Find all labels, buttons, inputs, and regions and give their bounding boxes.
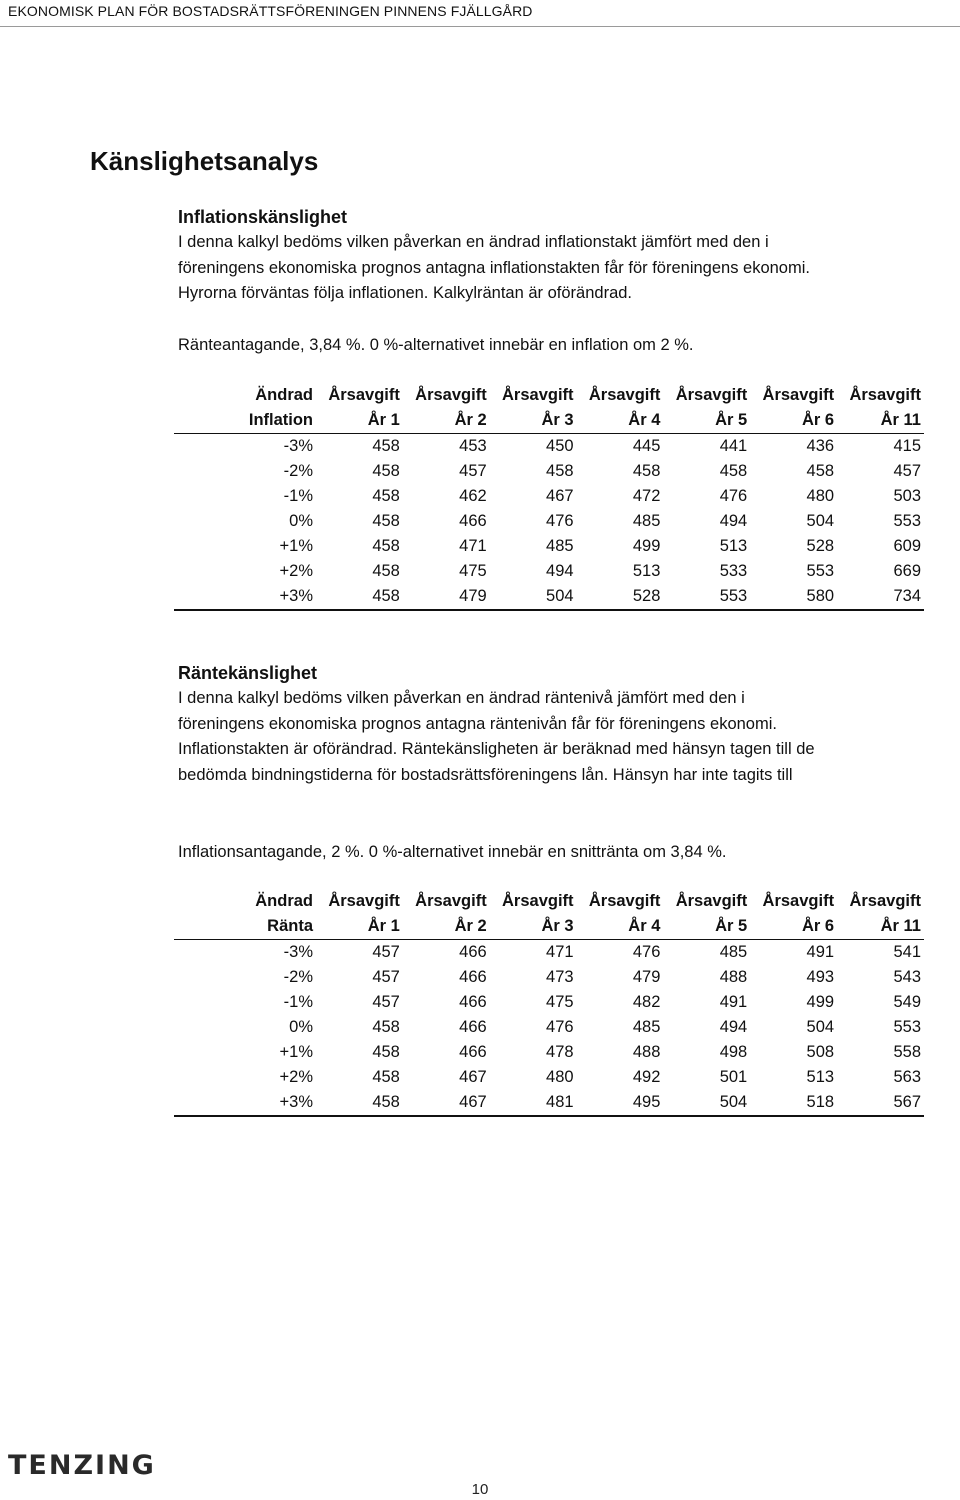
value-cell: 466 (459, 1018, 487, 1036)
value-cell: 471 (459, 537, 487, 555)
value-cell: 466 (459, 968, 487, 986)
inflation-assumption: Ränteantagande, 3,84 %. 0 %-alternativet innebär en inflation om 2 %. (178, 336, 694, 354)
column-header: Årsavgift (328, 892, 400, 910)
column-header: Årsavgift (588, 386, 661, 404)
value-cell: 467 (459, 1068, 487, 1086)
value-cell: 485 (632, 512, 661, 530)
inflation-paragraph-line: föreningens ekonomiska prognos antagna inflationstakten får för föreningens ekonomi. (178, 258, 810, 277)
value-cell: 466 (459, 1043, 487, 1061)
table-row (174, 1040, 924, 1065)
column-subheader: År 11 (837, 914, 924, 940)
interest-sensitivity-table (174, 889, 924, 1117)
row-label-cell: 0% (289, 1018, 314, 1036)
column-header: Årsavgift (849, 892, 921, 910)
value-cell: 528 (577, 584, 664, 610)
row-label-cell: -2% (283, 462, 314, 480)
value-cell: 458 (372, 562, 400, 580)
interest-paragraph-line: föreningens ekonomiska prognos antagna räntenivån får för föreningens ekonomi. (178, 714, 777, 733)
value-cell: 476 (546, 1018, 574, 1036)
value-cell: 485 (546, 537, 574, 555)
value-cell: 458 (719, 462, 748, 480)
value-cell: 476 (719, 487, 748, 505)
value-cell: 466 (459, 943, 487, 961)
column-subheader: År 4 (577, 914, 664, 940)
table-header-row (174, 408, 924, 434)
value-cell: 491 (719, 993, 748, 1011)
value-cell: 458 (632, 462, 661, 480)
value-cell: 457 (372, 943, 400, 961)
value-cell: 518 (750, 1090, 837, 1116)
interest-section (178, 661, 928, 788)
value-cell: 450 (546, 437, 574, 455)
value-cell: 553 (893, 1018, 921, 1036)
table-row (174, 509, 924, 534)
value-cell: 563 (893, 1068, 921, 1086)
value-cell: 476 (546, 512, 574, 530)
value-cell: 480 (546, 1068, 574, 1086)
interest-paragraph-line: Inflationstakten är oförändrad. Räntekänsligheten är beräknad med hänsyn tagen till de (178, 740, 815, 758)
value-cell: 441 (719, 437, 748, 455)
value-cell: 475 (546, 993, 574, 1011)
interest-assumption-block (178, 840, 928, 865)
value-cell: 488 (632, 1043, 661, 1061)
column-header: Årsavgift (502, 386, 574, 404)
page-title: Känslighetsanalys (90, 146, 319, 176)
row-label-cell: +2% (279, 1068, 314, 1086)
value-cell: 472 (632, 487, 661, 505)
table-row (174, 1065, 924, 1090)
column-subheader: År 3 (490, 914, 577, 940)
table-row (174, 1090, 924, 1116)
value-cell: 458 (316, 584, 403, 610)
value-cell: 528 (806, 537, 835, 555)
value-cell: 457 (893, 462, 921, 480)
value-cell: 498 (719, 1043, 748, 1061)
value-cell: 549 (893, 993, 921, 1011)
row-label-cell: +3% (174, 584, 316, 610)
value-cell: 504 (663, 1090, 750, 1116)
column-subheader: År 6 (750, 914, 837, 940)
column-subheader: År 1 (316, 914, 403, 940)
value-cell: 541 (893, 943, 921, 961)
column-header: Årsavgift (328, 386, 400, 404)
value-cell: 458 (316, 1090, 403, 1116)
value-cell: 480 (806, 487, 835, 505)
value-cell: 479 (632, 968, 661, 986)
value-cell: 445 (632, 437, 661, 455)
row-label-cell: +2% (279, 562, 314, 580)
interest-paragraph-line: bedömda bindningstiderna för bostadsrättsföreningens lån. Hänsyn har inte tagits till (178, 765, 793, 784)
value-cell: 504 (806, 1018, 835, 1036)
table-row (174, 990, 924, 1015)
value-cell: 492 (632, 1068, 661, 1086)
value-cell: 553 (663, 584, 750, 610)
value-cell: 436 (806, 437, 835, 455)
column-subheader: År 3 (490, 408, 577, 434)
value-cell: 503 (893, 487, 921, 505)
value-cell: 457 (372, 968, 400, 986)
value-cell: 458 (372, 462, 400, 480)
value-cell: 458 (372, 1018, 400, 1036)
tenzing-logo: TENZING (8, 1450, 156, 1481)
value-cell: 458 (546, 462, 574, 480)
value-cell: 543 (893, 968, 921, 986)
value-cell: 457 (459, 462, 487, 480)
interest-assumption: Inflationsantagande, 2 %. 0 %-alternativet innebär en snittränta om 3,84 %. (178, 843, 727, 861)
column-subheader: Ränta (174, 914, 316, 940)
row-label-cell: +1% (279, 1043, 314, 1061)
value-cell: 415 (893, 437, 921, 455)
value-cell: 467 (546, 487, 574, 505)
table-header-row (174, 383, 924, 408)
row-label-cell: -3% (283, 943, 314, 961)
value-cell: 481 (490, 1090, 577, 1116)
value-cell: 476 (632, 943, 661, 961)
value-cell: 513 (632, 562, 661, 580)
column-subheader: År 4 (577, 408, 664, 434)
table-row (174, 459, 924, 484)
column-header: Årsavgift (762, 386, 835, 404)
value-cell: 495 (577, 1090, 664, 1116)
value-cell: 567 (837, 1090, 924, 1116)
interest-paragraph-line: I denna kalkyl bedöms vilken påverkan en ändrad räntenivå jämfört med den i (178, 689, 745, 707)
value-cell: 475 (459, 562, 487, 580)
value-cell: 513 (806, 1068, 835, 1086)
row-label-cell: -1% (283, 487, 314, 505)
column-header: Årsavgift (588, 892, 661, 910)
value-cell: 609 (893, 537, 921, 555)
column-subheader: År 2 (403, 914, 490, 940)
column-header: Ändrad (255, 892, 314, 910)
row-label-cell: -2% (283, 968, 314, 986)
value-cell: 471 (546, 943, 574, 961)
header-rule (0, 26, 960, 27)
value-cell: 478 (546, 1043, 574, 1061)
table-row (174, 534, 924, 559)
table-header-row (174, 914, 924, 940)
value-cell: 466 (459, 993, 487, 1011)
value-cell: 458 (372, 1043, 400, 1061)
column-header: Årsavgift (675, 892, 748, 910)
value-cell: 533 (719, 562, 748, 580)
value-cell: 462 (459, 487, 487, 505)
value-cell: 467 (403, 1090, 490, 1116)
value-cell: 457 (372, 993, 400, 1011)
value-cell: 513 (719, 537, 748, 555)
inflation-heading: Inflationskänslighet (178, 207, 348, 227)
column-header: Årsavgift (849, 386, 921, 404)
value-cell: 553 (893, 512, 921, 530)
value-cell: 458 (372, 537, 400, 555)
inflation-assumption-block (178, 333, 928, 358)
column-header: Årsavgift (762, 892, 835, 910)
value-cell: 458 (806, 462, 835, 480)
table-row (174, 434, 924, 460)
running-header: EKONOMISK PLAN FÖR BOSTADSRÄTTSFÖRENINGEN PINNENS FJÄLLGÅRD (8, 3, 533, 19)
value-cell: 501 (719, 1068, 748, 1086)
table-row (174, 584, 924, 610)
row-label-cell: +1% (279, 537, 314, 555)
value-cell: 485 (719, 943, 748, 961)
value-cell: 499 (632, 537, 661, 555)
value-cell: 491 (806, 943, 835, 961)
value-cell: 458 (372, 512, 400, 530)
column-header: Årsavgift (675, 386, 748, 404)
value-cell: 499 (806, 993, 835, 1011)
table-row (174, 484, 924, 509)
value-cell: 485 (632, 1018, 661, 1036)
table-row (174, 965, 924, 990)
page-number: 10 (471, 1481, 489, 1498)
row-label-cell: -1% (283, 993, 314, 1011)
value-cell: 458 (372, 487, 400, 505)
value-cell: 466 (459, 512, 487, 530)
value-cell: 482 (632, 993, 661, 1011)
inflation-paragraph-line: I denna kalkyl bedöms vilken påverkan en ändrad inflationstakt jämfört med den i (178, 233, 769, 251)
value-cell: 734 (837, 584, 924, 610)
value-cell: 473 (546, 968, 574, 986)
value-cell: 504 (806, 512, 835, 530)
column-subheader: År 5 (663, 408, 750, 434)
value-cell: 494 (719, 1018, 748, 1036)
table-header-row (174, 889, 924, 914)
inflation-section (178, 205, 928, 307)
column-subheader: År 5 (663, 914, 750, 940)
table-row (174, 940, 924, 966)
column-subheader: År 2 (403, 408, 490, 434)
value-cell: 494 (719, 512, 748, 530)
row-label-cell: 0% (289, 512, 314, 530)
column-header: Årsavgift (415, 892, 487, 910)
inflation-sensitivity-table (174, 383, 924, 611)
value-cell: 504 (490, 584, 577, 610)
inflation-paragraph-line: Hyrorna förväntas följa inflationen. Kalkylräntan är oförändrad. (178, 284, 632, 302)
column-header: Årsavgift (415, 386, 487, 404)
interest-paragraph (178, 686, 928, 788)
value-cell: 553 (806, 562, 835, 580)
value-cell: 488 (719, 968, 748, 986)
value-cell: 508 (806, 1043, 835, 1061)
row-label-cell: -3% (283, 437, 314, 455)
table-row (174, 559, 924, 584)
table-row (174, 1015, 924, 1040)
value-cell: 458 (372, 437, 400, 455)
value-cell: 493 (806, 968, 835, 986)
value-cell: 458 (372, 1068, 400, 1086)
column-header: Årsavgift (502, 892, 574, 910)
row-label-cell: +3% (174, 1090, 316, 1116)
column-subheader: År 1 (316, 408, 403, 434)
value-cell: 580 (750, 584, 837, 610)
value-cell: 479 (403, 584, 490, 610)
value-cell: 494 (546, 562, 574, 580)
column-subheader: År 11 (837, 408, 924, 434)
value-cell: 558 (893, 1043, 921, 1061)
interest-heading: Räntekänslighet (178, 663, 318, 683)
column-header: Ändrad (255, 386, 314, 404)
inflation-paragraph (178, 230, 928, 307)
value-cell: 453 (459, 437, 487, 455)
value-cell: 669 (893, 562, 921, 580)
column-subheader: År 6 (750, 408, 837, 434)
column-subheader: Inflation (174, 408, 316, 434)
